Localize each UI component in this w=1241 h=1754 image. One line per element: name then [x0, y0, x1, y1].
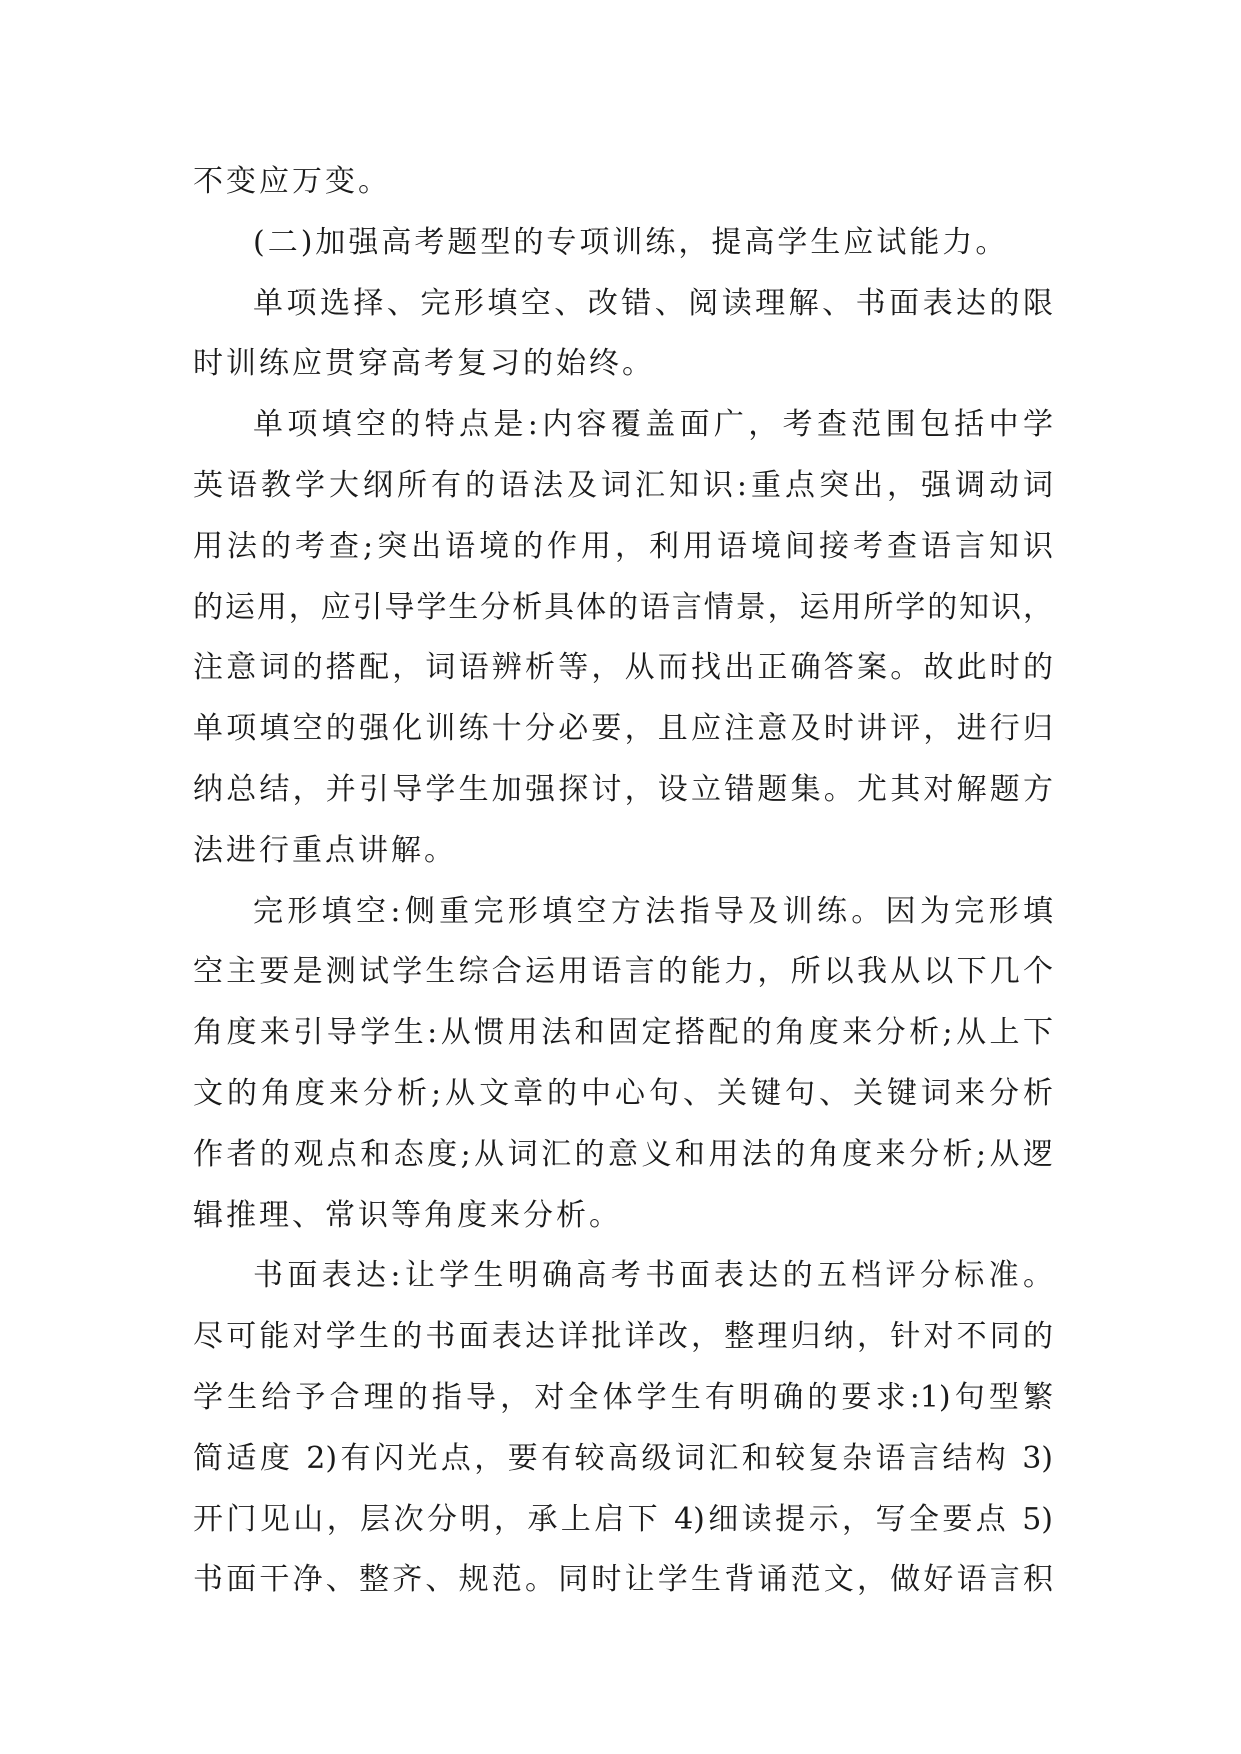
text-line: 的运用，应引导学生分析具体的语言情景，运用所学的知识， [193, 589, 1053, 625]
text-line: 法进行重点讲解。 [193, 832, 457, 868]
text-line: 时训练应贯穿高考复习的始终。 [193, 346, 655, 382]
text-line: 作者的观点和态度;从词汇的意义和用法的角度来分析;从逻 [193, 1136, 1053, 1172]
text-line: 用法的考查;突出语境的作用，利用语境间接考查语言知识 [193, 528, 1053, 564]
text-line: 辑推理、常识等角度来分析。 [193, 1197, 622, 1233]
text-line: 单项选择、完形填空、改错、阅读理解、书面表达的限 [253, 285, 1053, 321]
text-line: 注意词的搭配，词语辨析等，从而找出正确答案。故此时的 [193, 650, 1053, 686]
text-line: 单项填空的特点是:内容覆盖面广，考查范围包括中学 [253, 407, 1053, 443]
text-line: 空主要是测试学生综合运用语言的能力，所以我从以下几个 [193, 954, 1053, 990]
text-line: 不变应万变。 [193, 164, 391, 199]
text-line: 学生给予合理的指导，对全体学生有明确的要求:1)句型繁 [193, 1380, 1053, 1415]
text-line: 开门见山，层次分明，承上启下 4)细读提示，写全要点 5) [193, 1501, 1053, 1537]
text-line: 书面干净、整齐、规范。同时让学生背诵范文，做好语言积 [193, 1562, 1053, 1598]
text-line: 文的角度来分析;从文章的中心句、关键句、关键词来分析 [193, 1076, 1053, 1111]
text-line: 书面表达:让学生明确高考书面表达的五档评分标准。 [253, 1258, 1053, 1294]
text-line: 纳总结，并引导学生加强探讨，设立错题集。尤其对解题方 [193, 772, 1053, 807]
text-line: 英语教学大纲所有的语法及词汇知识:重点突出，强调动词 [193, 468, 1053, 503]
text-line: 尽可能对学生的书面表达详批详改，整理归纳，针对不同的 [193, 1319, 1053, 1355]
text-line: 简适度 2)有闪光点，要有较高级词汇和较复杂语言结构 3) [193, 1440, 1053, 1476]
text-line: 完形填空:侧重完形填空方法指导及训练。因为完形填 [253, 893, 1053, 929]
text-line: 单项填空的强化训练十分必要，且应注意及时讲评，进行归 [193, 711, 1053, 747]
text-line: (二)加强高考题型的专项训练，提高学生应试能力。 [253, 224, 1009, 260]
text-line: 角度来引导学生:从惯用法和固定搭配的角度来分析;从上下 [193, 1015, 1053, 1051]
